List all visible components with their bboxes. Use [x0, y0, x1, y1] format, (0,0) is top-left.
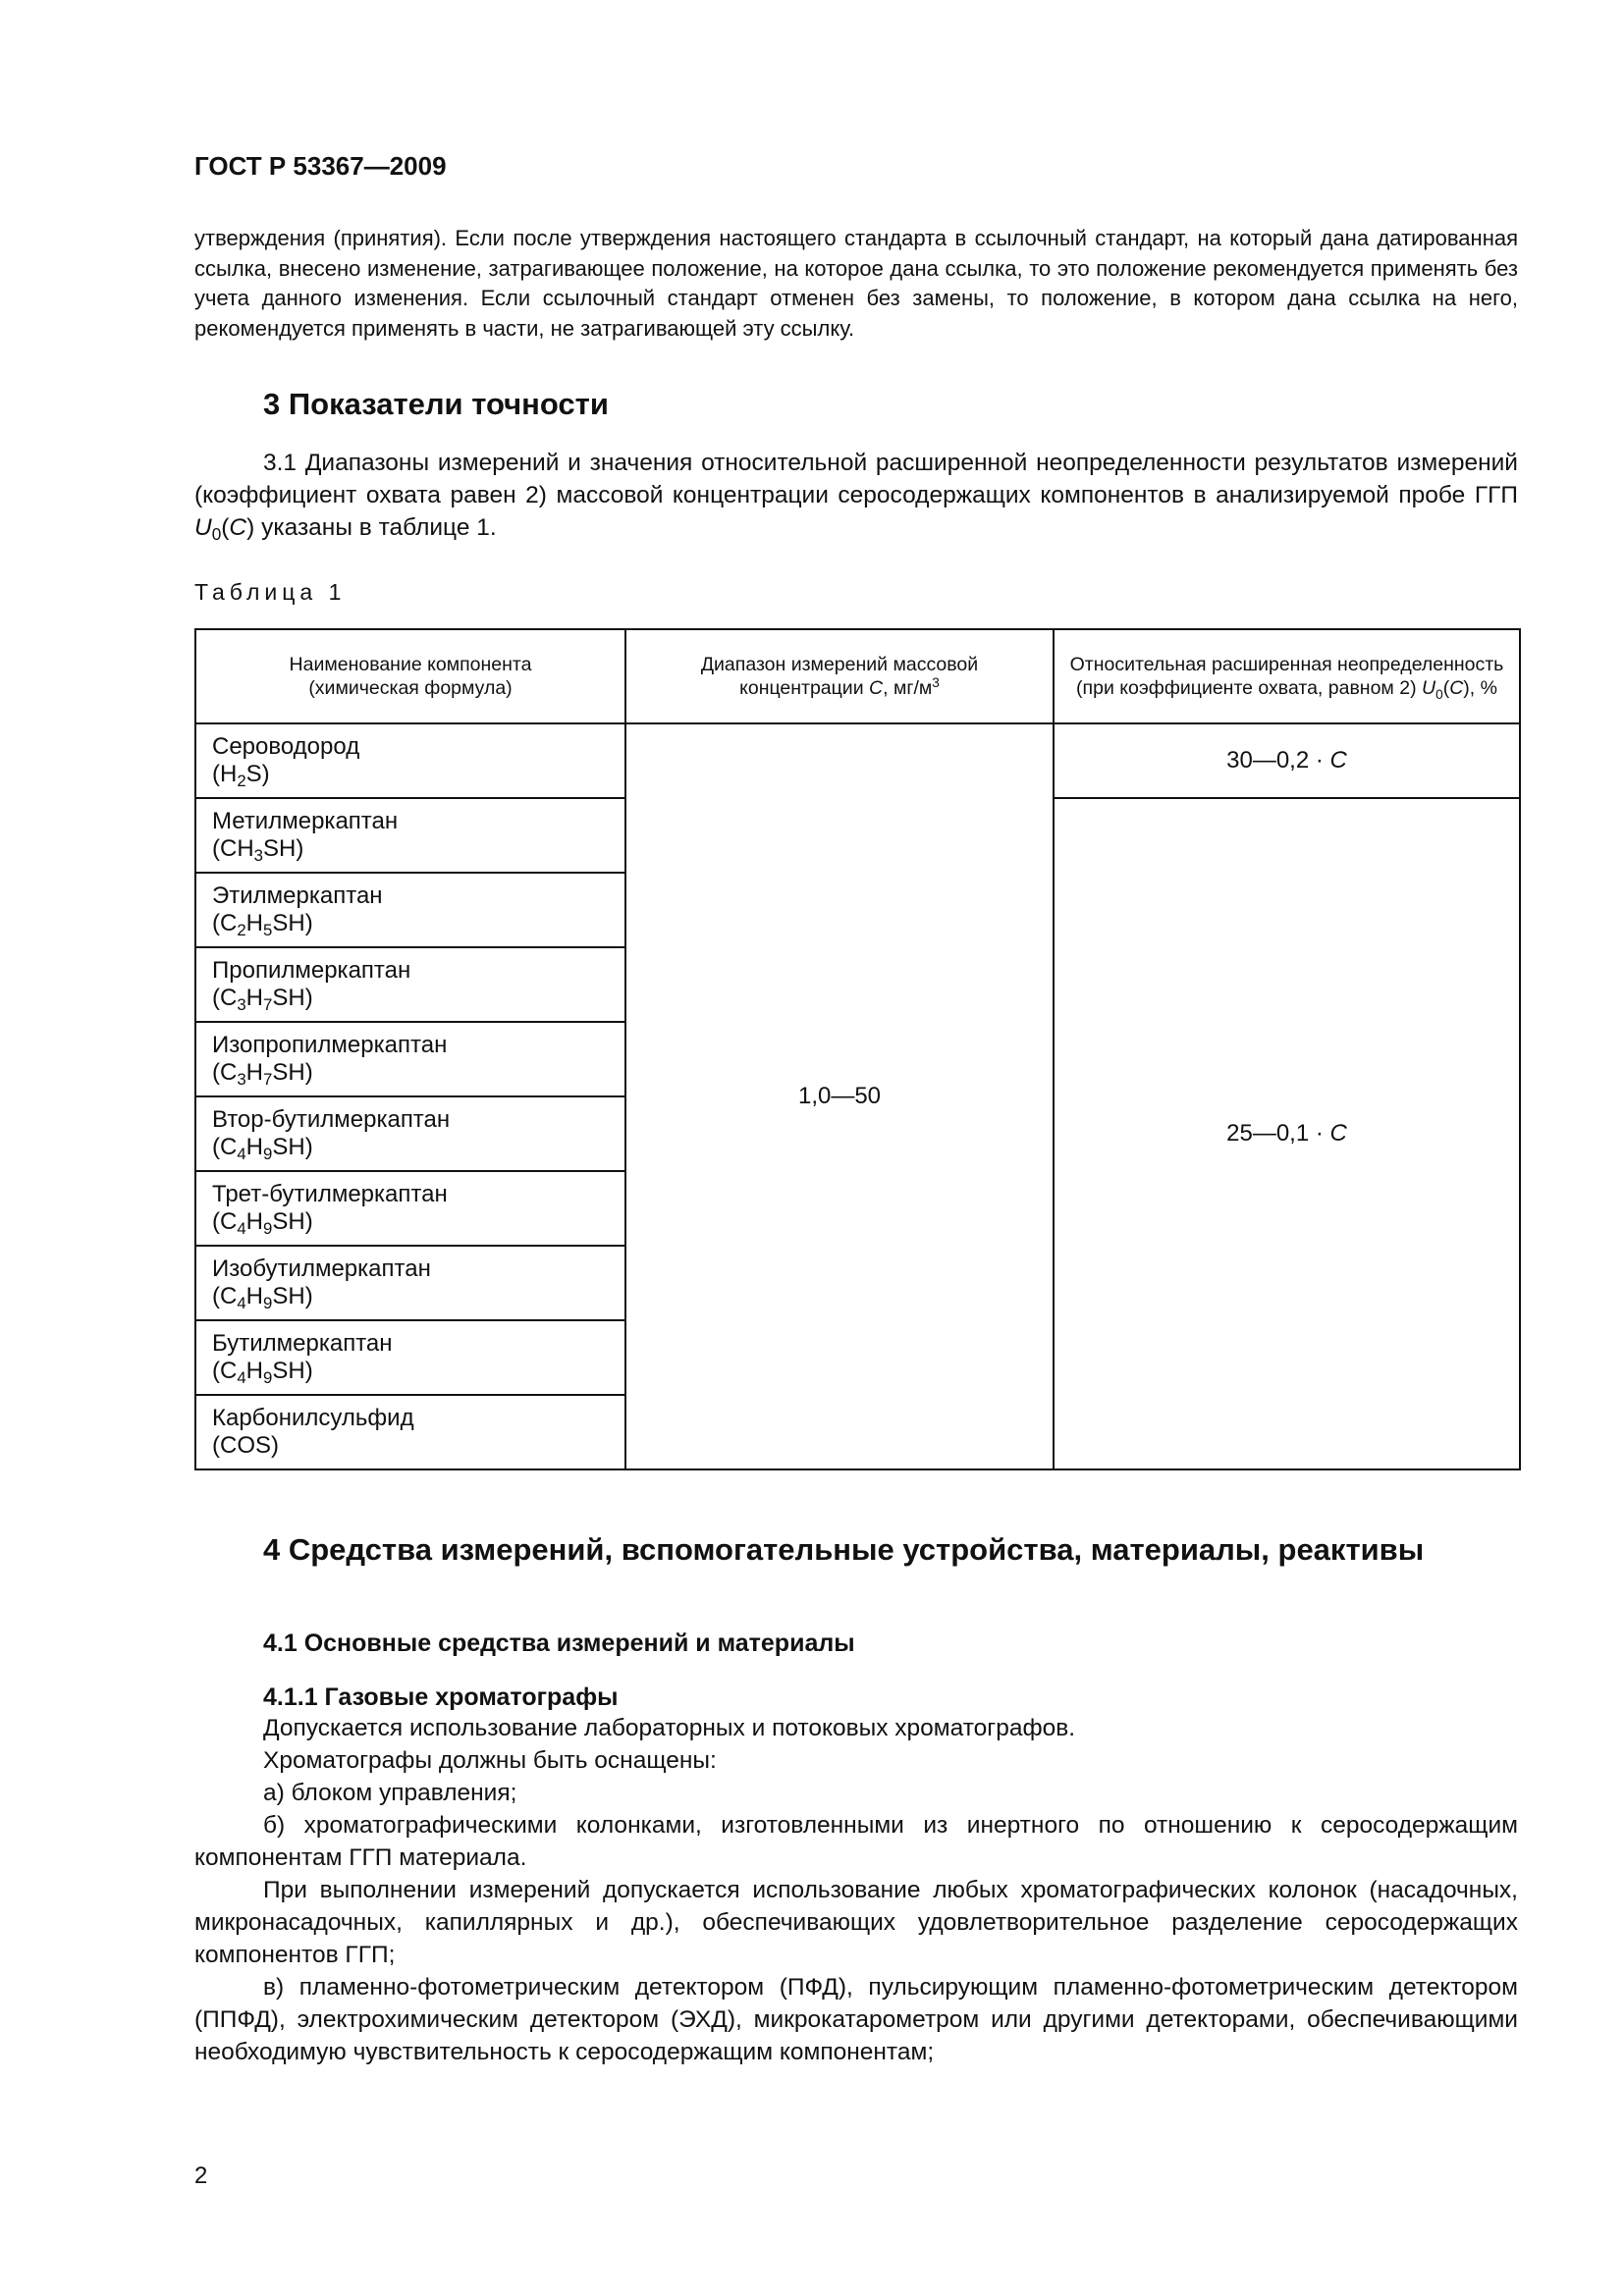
- section-3-title: 3 Показатели точности: [263, 387, 609, 421]
- component-formula: (COS): [212, 1432, 279, 1459]
- document-code: ГОСТ Р 53367—2009: [194, 151, 447, 181]
- header-uncert-sub: 0: [1435, 687, 1443, 702]
- component-name: Карбонилсульфид: [212, 1404, 414, 1431]
- header-uncert-paren: (: [1442, 677, 1450, 699]
- component-name: Трет-бутилмеркаптан: [212, 1180, 448, 1207]
- uncertainty-cell-h2s: [1054, 723, 1520, 798]
- component-cell: [195, 1395, 625, 1469]
- table-header-row: [195, 629, 1520, 723]
- component-cell: [195, 1171, 625, 1246]
- uncert2-c: C: [1329, 1120, 1347, 1147]
- component-name: Изобутилмеркаптан: [212, 1255, 431, 1282]
- section-4-title: 4 Средства измерений, вспомогательные устройства, материалы, реактивы: [263, 1532, 1425, 1567]
- component-formula: $(H_2S)$: [212, 761, 270, 790]
- range-cell: 1,0—50: [625, 723, 1054, 1469]
- header-range-text-a: Диапазон измерений массовой концентрации: [700, 653, 979, 699]
- component-formula: $(C_3H_7SH)$: [212, 1059, 313, 1089]
- header-component-text: Наименование компонента (химическая формула): [289, 653, 532, 699]
- section-4-body: [194, 1712, 1518, 2068]
- component-cell: [195, 798, 625, 873]
- header-uncert-c: C: [1449, 677, 1464, 699]
- table-1: [194, 628, 1521, 1470]
- component-cell: [195, 1320, 625, 1395]
- subsection-4-1-1-title: 4.1.1 Газовые хроматографы: [263, 1683, 619, 1711]
- component-cell: [195, 1246, 625, 1320]
- component-name: Бутилмеркаптан: [212, 1329, 393, 1357]
- p31-symbol-u: U: [194, 514, 212, 541]
- p31-paren: (: [221, 514, 230, 541]
- component-cell: [195, 947, 625, 1022]
- body-line: Хроматографы должны быть оснащены:: [263, 1747, 717, 1774]
- page-number: 2: [194, 2163, 208, 2189]
- component-formula: $(C_4H_9SH)$: [212, 1283, 313, 1312]
- uncert2-text: 25—0,1 ·: [1226, 1120, 1330, 1147]
- component-cell: [195, 873, 625, 947]
- subsection-4-1-title: 4.1 Основные средства измерений и материалы: [263, 1629, 855, 1657]
- body-line: в) пламенно-фотометрическим детектором (ПФД), пульсирующим пламенно-фотометрическим детектором (ППФД), электрохимическим детектором (ЭХД), микрокатарометром или другими детекторами, обеспечивающими необходимую чувствительность к серосодержащим компонентам;: [194, 1974, 1518, 2065]
- header-uncert-text-b: ), %: [1463, 677, 1497, 699]
- component-name: Втор-бутилмеркаптан: [212, 1105, 451, 1133]
- component-formula: $(C_3H_7SH)$: [212, 985, 313, 1014]
- component-cell: [195, 1096, 625, 1171]
- uncert1-text: 30—0,2 ·: [1226, 747, 1330, 774]
- body-line: При выполнении измерений допускается использование любых хроматографических колонок (насадочных, микронасадочных, капиллярных и др.), обеспечивающих удовлетворительное разделение серосодержащих компонентов ГГП;: [194, 1877, 1518, 1968]
- table-caption: Таблица 1: [194, 579, 347, 605]
- body-line: б) хроматографическими колонками, изготовленными из инертного по отношению к серосодержащим компонентам ГГП материала.: [194, 1812, 1518, 1871]
- uncertainty-cell-others: [1054, 798, 1520, 1469]
- component-name: Пропилмеркаптан: [212, 956, 411, 984]
- header-component: [195, 629, 625, 723]
- component-name: Сероводород: [212, 732, 360, 760]
- paragraph-3-1: [194, 447, 1518, 544]
- uncert1-c: C: [1329, 747, 1347, 774]
- p31-symbol-c: C: [229, 514, 247, 541]
- component-formula: $(C_4H_9SH)$: [212, 1208, 313, 1238]
- table-row: [195, 723, 1520, 798]
- component-formula: $(C_4H_9SH)$: [212, 1358, 313, 1387]
- component-name: Метилмеркаптан: [212, 807, 399, 834]
- component-cell: [195, 1022, 625, 1096]
- header-range-text-b: , мг/м: [883, 677, 933, 699]
- intro-paragraph: утверждения (принятия). Если после утверждения настоящего стандарта в ссылочный стандарт, на который дана датированная ссылка, внесено изменение, затрагивающее положение, на которое дана ссылка, то это положение рекомендуется применять без учета данного изменения. Если ссылочный стандарт отменен без замены, то положение, в котором дана ссылка на него, рекомендуется применять в части, не затрагивающей эту ссылку.: [194, 226, 1518, 341]
- p31-text-a: 3.1 Диапазоны измерений и значения относительной расширенной неопределенности результатов измерений (коэффициент охвата равен 2) массовой концентрации серосодержащих компонентов в анализируемой пробе ГГП: [194, 450, 1518, 508]
- component-formula: $(C_4H_9SH)$: [212, 1134, 313, 1163]
- body-line: а) блоком управления;: [263, 1780, 517, 1806]
- header-range: [625, 629, 1054, 723]
- component-formula: $(CH_3SH)$: [212, 835, 304, 865]
- header-range-sup: 3: [932, 675, 940, 690]
- body-line: Допускается использование лабораторных и потоковых хроматографов.: [263, 1715, 1076, 1741]
- component-name: Изопропилмеркаптан: [212, 1031, 448, 1058]
- component-formula: $(C_2H_5SH)$: [212, 910, 313, 939]
- p31-subscript: 0: [211, 524, 222, 544]
- header-uncertainty: [1054, 629, 1520, 723]
- component-name: Этилмеркаптан: [212, 881, 383, 909]
- p31-text-b: ) указаны в таблице 1.: [246, 514, 497, 541]
- header-uncert-u: U: [1422, 677, 1436, 699]
- header-uncert-text-a: Относительная расширенная неопределенность (при коэффициенте охвата, равном 2): [1069, 653, 1504, 699]
- component-cell: [195, 723, 625, 798]
- header-range-c: C: [869, 677, 884, 699]
